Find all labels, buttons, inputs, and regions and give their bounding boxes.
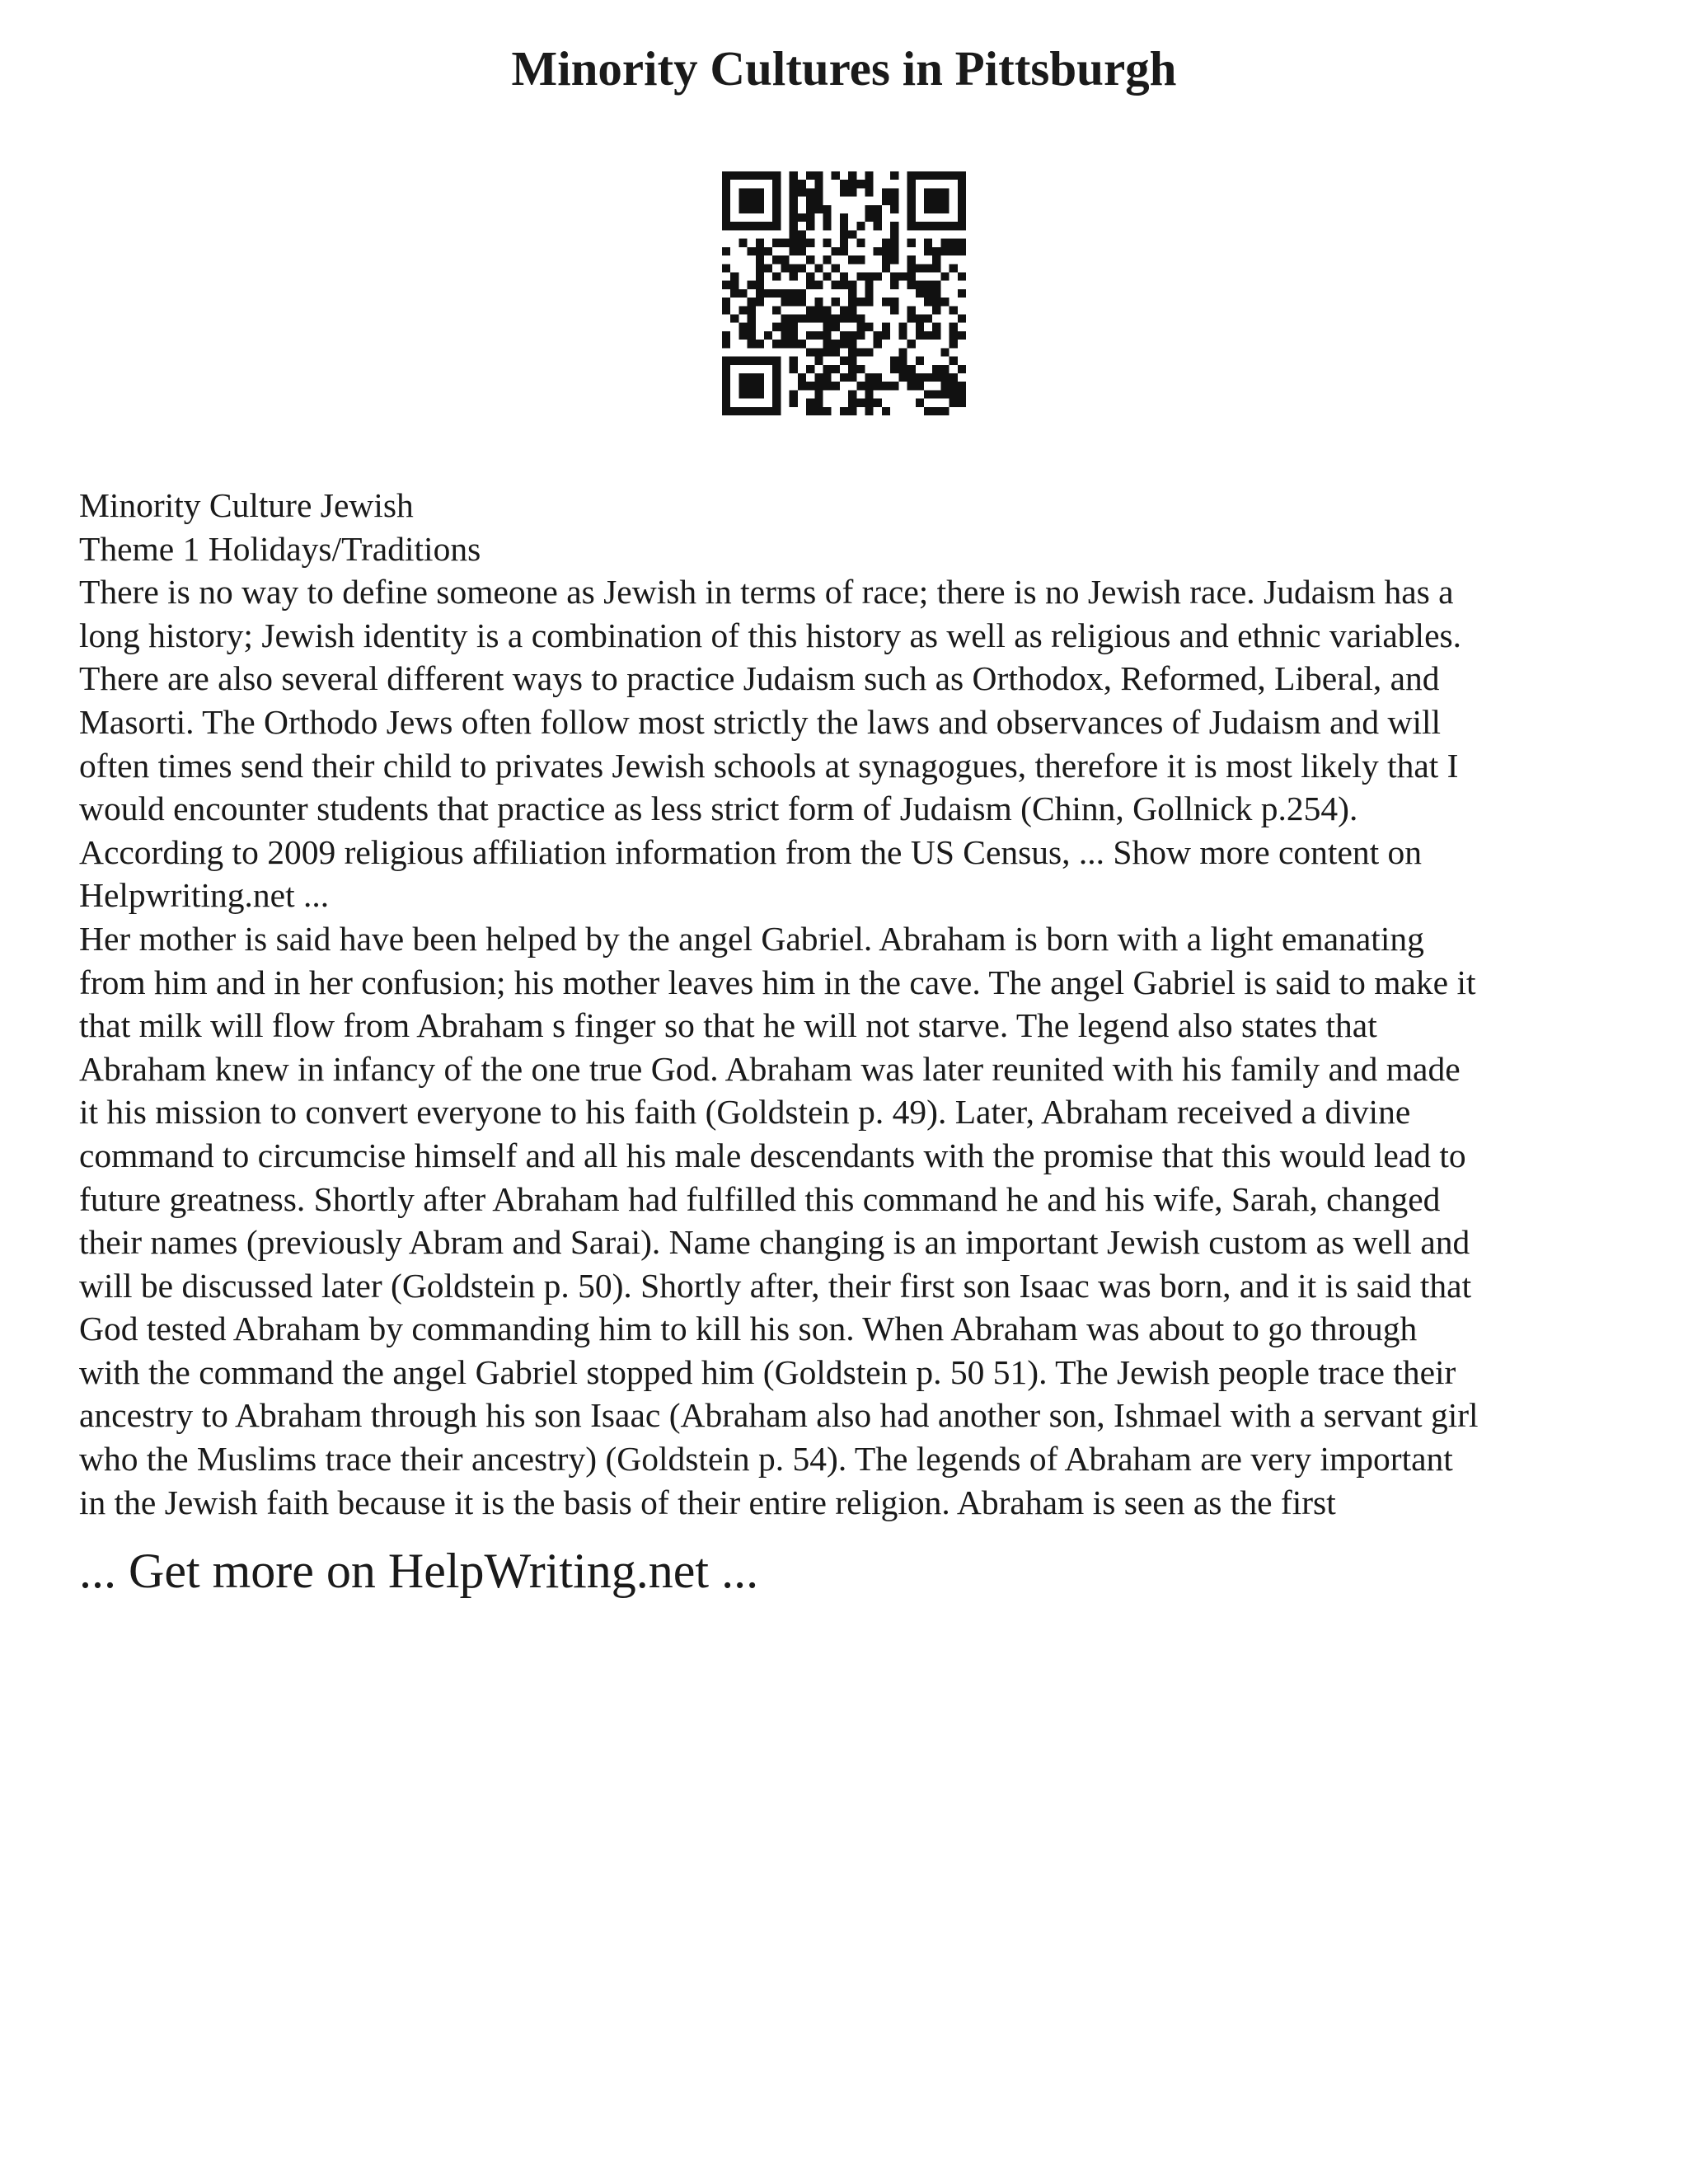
body-line: it his mission to convert everyone to his faith (Goldstein p. 49). Later, Abraham received a divine	[79, 1093, 1411, 1132]
get-more-link[interactable]: ... Get more on HelpWriting.net ...	[79, 1544, 759, 1598]
body-line: Masorti. The Orthodo Jews often follow most strictly the laws and observances of Judaism and will	[79, 702, 1442, 741]
body-line: their names (previously Abram and Sarai). Name changing is an important Jewish custom as well and	[79, 1223, 1470, 1262]
qr-code-icon	[722, 171, 966, 415]
body-line: command to circumcise himself and all his male descendants with the promise that this would lead to	[79, 1136, 1466, 1174]
body-line: will be discussed later (Goldstein p. 50). Shortly after, their first son Isaac was born, and it is said that	[79, 1266, 1472, 1305]
body-line: often times send their child to privates Jewish schools at synagogues, therefore it is most likely that I	[79, 746, 1459, 785]
document-title: Minority Cultures in Pittsburgh	[511, 41, 1177, 96]
body-line: in the Jewish faith because it is the basis of their entire religion. Abraham is seen as the first	[79, 1483, 1336, 1521]
body-line: ancestry to Abraham through his son Isaac (Abraham also had another son, Ishmael with a servant girl	[79, 1396, 1479, 1435]
document-body	[79, 484, 1629, 1524]
body-line: Her mother is said have been helped by the angel Gabriel. Abraham is born with a light emanating	[79, 919, 1424, 958]
body-line: Helpwriting.net ...	[79, 876, 330, 915]
body-line: There are also several different ways to practice Judaism such as Orthodox, Reformed, Liberal, and	[79, 659, 1440, 698]
body-line: According to 2009 religious affiliation information from the US Census, ... Show more content on	[79, 832, 1423, 871]
body-line: with the command the angel Gabriel stopped him (Goldstein p. 50 51). The Jewish people trace their	[79, 1352, 1456, 1391]
body-line: from him and in her confusion; his mother leaves him in the cave. The angel Gabriel is said to make it	[79, 963, 1476, 1001]
body-line: There is no way to define someone as Jewish in terms of race; there is no Jewish race. Judaism has a	[79, 573, 1454, 612]
body-line: that milk will flow from Abraham s finger so that he will not starve. The legend also states that	[79, 1006, 1377, 1045]
body-line: future greatness. Shortly after Abraham had fulfilled this command he and his wife, Sarah, changed	[79, 1179, 1441, 1218]
body-line: Minority Culture Jewish	[79, 486, 414, 524]
body-line: Theme 1 Holidays/Traditions	[79, 529, 481, 568]
body-line: would encounter students that practice as less strict form of Judaism (Chinn, Gollnick p.254).	[79, 790, 1358, 828]
body-line: long history; Jewish identity is a combination of this history as well as religious and ethnic variables.	[79, 616, 1462, 654]
body-line: God tested Abraham by commanding him to kill his son. When Abraham was about to go through	[79, 1310, 1418, 1348]
body-line: who the Muslims trace their ancestry) (Goldstein p. 54). The legends of Abraham are very important	[79, 1440, 1453, 1479]
body-line: Abraham knew in infancy of the one true God. Abraham was later reunited with his family and made	[79, 1049, 1461, 1088]
